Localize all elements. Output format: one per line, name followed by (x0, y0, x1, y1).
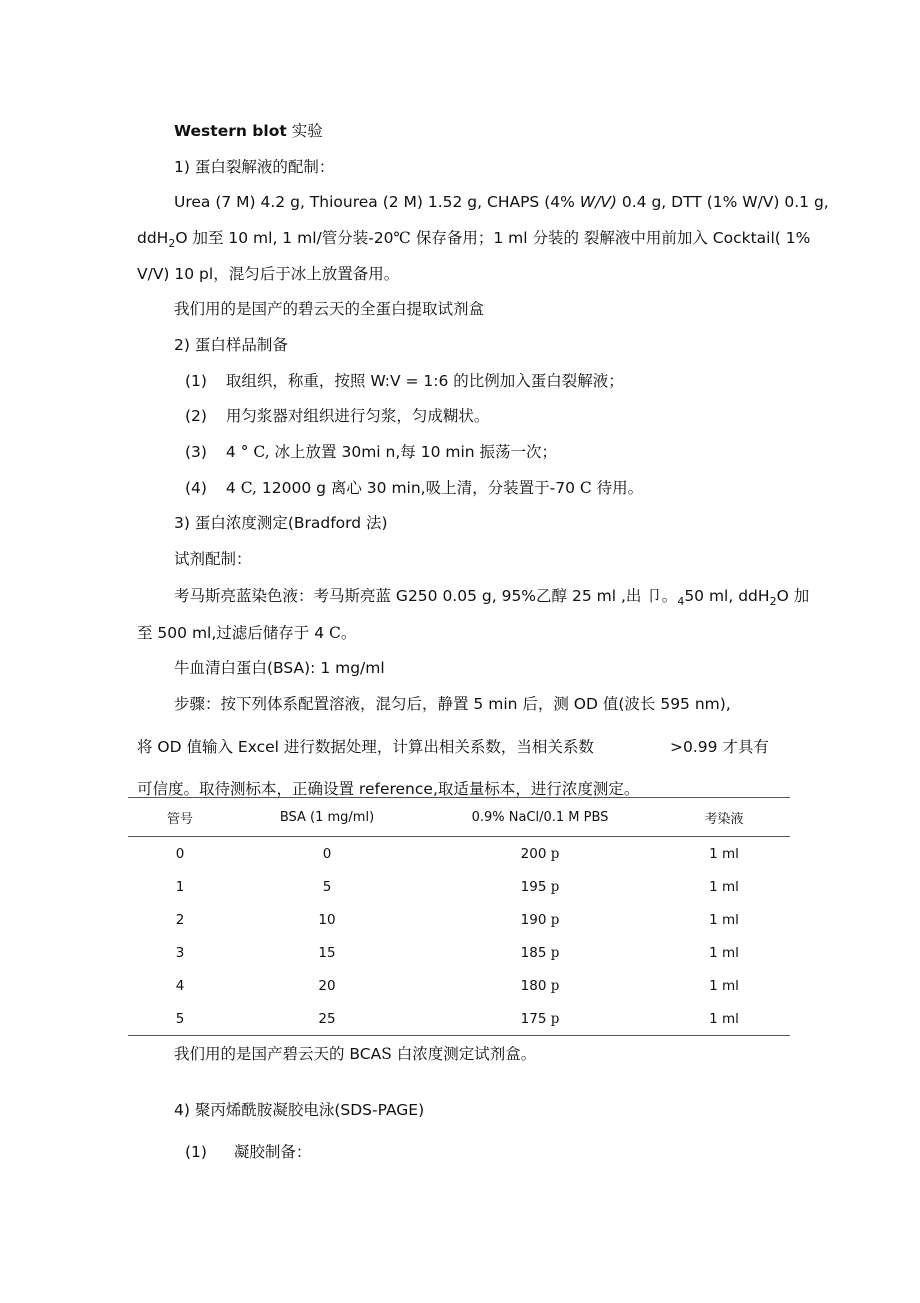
cell-tube: 4 (175, 977, 185, 994)
step-text-b: 12000 g 离心 30 min,吸上清，分装置于-70 (256, 479, 575, 497)
header-pbs: 0.9% NaCl/0.1 M PBS (422, 798, 658, 837)
bca-kit-note (174, 1044, 536, 1064)
cell-pbs (422, 903, 658, 936)
kit-note: 我们用的是国产的碧云天的全蛋白提取试剂盒 (174, 300, 485, 318)
cell-stain: 1 ml (709, 911, 739, 928)
bca-s: S (381, 1045, 392, 1063)
step-temp-unit-2: C (574, 479, 592, 497)
excel-line-a: 将 OD 值输入 Excel 进行数据处理，计算出相关系数，当相关系数 (137, 738, 594, 756)
header-tube: 管号 (128, 798, 232, 837)
bca-a: 我们用的是国产碧云天的 BCA (174, 1045, 382, 1063)
header-stain: 考染液 (658, 798, 790, 837)
table-row (128, 936, 790, 969)
table-row (128, 969, 790, 1002)
section2-heading: 2) 蛋白样品制备 (174, 336, 288, 354)
lysis-line1-italic: W/V) (579, 193, 617, 211)
header-bsa: BSA (1 mg/ml) (232, 798, 422, 837)
step-text: 凝胶制备： (233, 1143, 312, 1161)
bsa-standard-table (128, 797, 790, 1036)
cell-stain: 1 ml (709, 845, 739, 862)
cell-pbs (422, 936, 658, 969)
bsa-line: 牛血清白蛋白(BSA): 1 mg/ml (174, 659, 385, 677)
cell-bsa: 20 (318, 977, 336, 994)
pbs-value: 195 (520, 878, 547, 895)
lysis-line2-deg: ℃ (393, 229, 411, 247)
table-row (128, 870, 790, 903)
cell-stain: 1 ml (658, 1002, 790, 1036)
pbs-unit: p (546, 845, 560, 862)
pbs-value: 190 (520, 911, 547, 928)
section3-heading: 3) 蛋白浓度测定(Bradford 法) (174, 514, 388, 532)
coomassie-line2 (137, 623, 356, 643)
step-temp-unit: ° C, (235, 443, 270, 461)
pbs-value: 180 (520, 977, 547, 994)
prep-step-4 (185, 478, 643, 498)
cell-stain: 1 ml (709, 944, 739, 961)
document-title (174, 121, 323, 141)
step-text: 用匀浆器对组织进行匀浆，匀成糊状。 (225, 407, 490, 425)
lysis-buffer-line1 (174, 192, 829, 212)
cell-pbs (422, 837, 658, 871)
trust-line: 可信度。取待测标本，正确设置 reference,取适量标本，进行浓度测定。 (137, 780, 640, 798)
table-row (128, 903, 790, 936)
cell-pbs (422, 870, 658, 903)
step-num: (4) (185, 479, 207, 497)
step-text-b: 冰上放置 30mi n,每 10 min 振荡一次； (269, 443, 558, 461)
step-num: (3) (185, 443, 207, 461)
cell-bsa: 15 (318, 944, 336, 961)
step-text-a: 4 (225, 479, 236, 497)
cell-bsa: 5 (322, 878, 332, 895)
cell-tube: 5 (128, 1002, 232, 1036)
step-text-a: 4 (225, 443, 236, 461)
reagent-heading: 试剂配制： (174, 550, 252, 568)
coomassie-a: 考马斯亮蓝染色液：考马斯亮蓝 G250 0.05 g, 95%乙醇 25 ml ,出 卩。 (174, 587, 678, 605)
step-num: (1) (185, 372, 207, 390)
step-num: (2) (185, 407, 207, 425)
title-suffix: 实验 (291, 122, 323, 140)
lysis-line2-a: ddH (137, 229, 169, 247)
pbs-unit: p (546, 977, 560, 994)
step-temp-unit: C, (235, 479, 257, 497)
coomassie-line2-deg: C。 (324, 624, 357, 642)
lysis-line2-c: 保存备用；1 ml 分装的 裂解液中用前加入 Cocktail( 1% (410, 229, 811, 247)
coomassie-b: 50 ml, ddH (684, 587, 770, 605)
step-text-c: 待用。 (591, 479, 644, 497)
pbs-value: 175 (520, 1010, 547, 1027)
cell-tube: 2 (175, 911, 185, 928)
table-row (128, 1002, 790, 1036)
coomassie-c: O 加 (776, 587, 810, 605)
cell-tube: 0 (175, 845, 185, 862)
lysis-line2-b: O 加至 10 ml, 1 ml/管分装-20 (175, 229, 394, 247)
coomassie-line1 (174, 586, 809, 612)
lysis-line1-b: 0.4 g, DTT (1% W/V) 0.1 g, (616, 193, 829, 211)
cell-stain: 1 ml (709, 977, 739, 994)
section1-heading: 1) 蛋白裂解液的配制： (174, 158, 335, 176)
step-text: 取组织，称重，按照 W:V = 1:6 的比例加入蛋白裂解液； (225, 372, 624, 390)
lysis-buffer-line3: V/V) 10 pl，混匀后于冰上放置备用。 (137, 265, 400, 283)
cell-pbs (422, 969, 658, 1002)
title-main: Western blot (174, 122, 287, 140)
prep-step-2 (185, 406, 489, 426)
pbs-unit: p (546, 944, 560, 961)
section4-heading: 4) 聚丙烯酰胺凝胶电泳(SDS-PAGE) (174, 1101, 425, 1119)
coomassie-small: 4 (677, 595, 685, 609)
cell-bsa: 25 (232, 1002, 422, 1036)
excel-line-b: >0.99 才具有 (670, 738, 769, 756)
prep-step-1 (185, 371, 624, 391)
prep-step-3 (185, 442, 557, 462)
lysis-line2-sub: 2 (168, 237, 176, 251)
cell-tube: 1 (175, 878, 185, 895)
cell-bsa: 0 (322, 845, 332, 862)
procedure-line: 步骤：按下列体系配置溶液，混匀后，静置 5 min 后，测 OD 值(波长 595 nm), (174, 695, 731, 713)
cell-stain: 1 ml (709, 878, 739, 895)
cell-tube: 3 (175, 944, 185, 961)
cell-pbs (422, 1002, 658, 1036)
excel-line (137, 737, 594, 757)
pbs-value: 200 (520, 845, 547, 862)
lysis-buffer-line2 (137, 228, 810, 254)
pbs-unit: p (546, 1010, 560, 1027)
pbs-unit: p (546, 911, 560, 928)
pbs-value: 185 (520, 944, 547, 961)
gel-prep-step (185, 1142, 311, 1162)
coomassie-line2-a: 至 500 ml,过滤后储存于 4 (137, 624, 325, 642)
table-row (128, 837, 790, 871)
cell-bsa: 10 (318, 911, 336, 928)
pbs-unit: p (546, 878, 560, 895)
step-num: (1) (185, 1143, 207, 1161)
table-header-row (128, 798, 790, 837)
coomassie-sub: 2 (769, 595, 777, 609)
lysis-line1-a: Urea (7 M) 4.2 g, Thiourea (2 M) 1.52 g, CHAPS (4% (174, 193, 580, 211)
bca-b: 白浓度测定试剂盒。 (391, 1045, 537, 1063)
